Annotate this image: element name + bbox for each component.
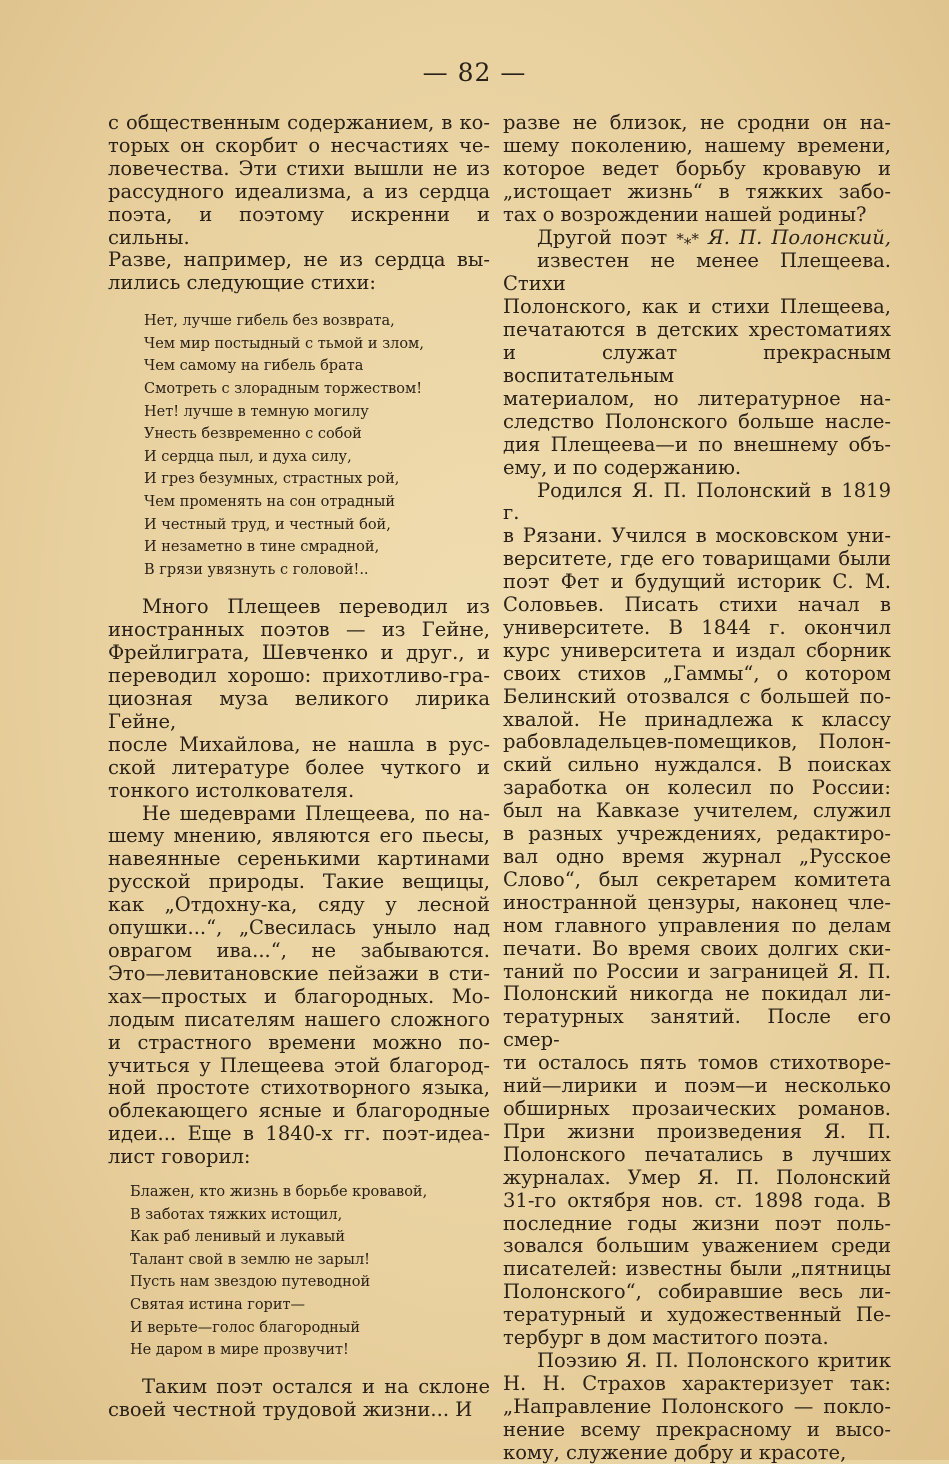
verse-line: Чем мир постыдный с тьмой и злом, [144, 335, 424, 352]
text-line: торых он скорбит о несчастиях че- [108, 133, 490, 157]
text-line: обширных прозаических романов. [503, 1096, 891, 1120]
text-line: ной простоте стихотворного языка, [108, 1076, 490, 1100]
text-line: ний—лирики и поэм—и несколько [503, 1074, 891, 1098]
page-number: — 82 — [422, 58, 527, 87]
text-line: печати. Во время своих долгих ски- [503, 936, 891, 960]
text-line: тонкого истолкователя. [108, 778, 355, 802]
right-column [503, 112, 891, 1464]
text-line: При жизни произведения Я. П. [503, 1119, 891, 1143]
text-line: идеи... Еще в 1840-х гг. поэт-идеа- [108, 1122, 490, 1146]
text-line: и страстного времени можно по- [108, 1030, 490, 1054]
text-line: Таким поэт остался и на склоне [142, 1374, 490, 1398]
text-line: лились следующие стихи: [108, 271, 376, 295]
text-line: после Михайлова, не нашла в рус- [108, 732, 490, 756]
text-line: ном главного управления по делам [503, 913, 891, 937]
text-line: лист говорил: [108, 1145, 251, 1169]
text-line: Родился Я. П. Полонский в 1819 г. [503, 478, 891, 525]
text-line: „Направление Полонского — покло- [503, 1394, 891, 1418]
text-line: таний по России и заграницей Я. П. [503, 959, 891, 983]
text-line: ской литературе более чуткого и [108, 755, 490, 779]
text-line: и служат прекрасным воспитательным [503, 341, 891, 387]
text-line: Фрейлиграта, Шевченко и друг., и [108, 641, 490, 665]
text-line: поэта, и поэтому искренни и сильны. [108, 202, 490, 249]
text-line: разве не близок, не сродни он на- [503, 111, 891, 134]
left-column [108, 112, 490, 1422]
verse-line: И сердца пыл, и духа силу, [144, 448, 352, 465]
text-line: навеянные серенькими картинами [108, 847, 490, 871]
text-line: „истощает жизнь“ в тяжких забо- [503, 179, 891, 203]
verse-line: И честный труд, и честный бой, [144, 516, 391, 533]
paragraph [503, 1350, 891, 1464]
text-line: Полонского, как и стихи Плещеева, [503, 295, 891, 319]
text-line: которое ведет борьбу кровавую и [503, 156, 891, 180]
text-line: Много Плещеев переводил из [142, 595, 490, 619]
paragraph-start: Другой поэт [537, 225, 668, 249]
verse-line: Блажен, кто жизнь в борьбе кровавой, [130, 1184, 428, 1201]
paragraph [503, 480, 891, 1350]
text-line: писателей: известны были „пятницы [503, 1257, 891, 1281]
text-line: Слово“, был секретарем комитета [503, 867, 891, 891]
poem-excerpt [108, 1181, 490, 1362]
text-line: был на Кавказе учителем, служил [503, 799, 891, 823]
paragraph [503, 227, 891, 480]
text-line: циозная муза великого лирика Гейне, [108, 687, 490, 733]
text-line: Н. Н. Страхов характеризует так: [503, 1371, 891, 1395]
text-line: рассудного идеализма, а из сердца [108, 179, 490, 203]
text-line: своей честной трудовой жизни... И [108, 1397, 473, 1421]
text-line: оврагом ива...“, не забываются. [108, 938, 490, 962]
text-line: курс университета и издал сборник [503, 638, 891, 662]
text-line: Разве, например, не из сердца вы- [108, 248, 490, 272]
text-line: с общественным содержанием, в ко- [108, 111, 490, 134]
verse-line: Не даром в мире прозвучит! [130, 1342, 349, 1359]
text-line: Полонского печатались в лучших [503, 1142, 891, 1166]
text-line: хах—простых и благородных. Мо- [108, 984, 490, 1008]
paragraph [108, 1376, 490, 1422]
verse-line: В грязи увязнуть с головой!.. [144, 561, 369, 578]
verse-line: И незаметно в тине смрадной, [144, 539, 380, 556]
text-line: верситете, где его товарищами были [503, 547, 891, 571]
text-line: материалом, но литературное на- [503, 386, 891, 410]
text-line: Полонского“, собиравшие весь ли- [503, 1280, 891, 1304]
verse-line: И верьте—голос благородный [130, 1319, 360, 1336]
author-name: Я. П. Полонский, [708, 225, 892, 249]
verse-line: Пусть нам звездою путеводной [130, 1274, 371, 1291]
text-line: в Рязани. Учился в московском уни- [503, 524, 891, 548]
text-line: вал одно время журнал „Русское [503, 845, 891, 868]
text-line: журналах. Умер Я. П. Полонский [503, 1165, 891, 1189]
text-line: переводил хорошо: прихотливо-гра- [108, 664, 490, 688]
text-line: зовался большим уважением среди [503, 1234, 891, 1258]
text-line: лодым писателям нашего сложного [108, 1007, 490, 1031]
text-line: ловечества. Эти стихи вышли не из [108, 156, 490, 180]
paragraph [108, 803, 490, 1170]
text-line: известен не менее Плещеева. Стихи [503, 249, 891, 296]
text-line: хвалой. Не принадлежа к классу [503, 707, 891, 731]
text-line: как „Отдохну-ка, сяду у лесной [108, 893, 490, 917]
text-line: 31-го октября нов. ст. 1898 года. В [503, 1188, 891, 1212]
verse-line: Нет! лучше в темную могилу [144, 403, 369, 420]
text-line: тербург в дом маститого поэта. [503, 1326, 829, 1350]
text-line: ти осталось пять томов стихотворе- [503, 1051, 891, 1075]
text-line: дия Плещеева—и по внешнему объ- [503, 432, 891, 456]
text-line: университете. В 1844 г. окончил [503, 615, 891, 639]
text-line: русской природы. Такие вещицы, [108, 870, 490, 894]
verse-line: Чем променять на сон отрадный [144, 494, 396, 510]
text-line: иностранных поэтов — из Гейне, [108, 618, 490, 642]
text-line: тературный и художественный Пе- [503, 1303, 891, 1327]
text-line: шему поколению, нашему времени, [503, 133, 891, 157]
poem-excerpt [108, 310, 490, 581]
paragraph [108, 596, 490, 802]
verse-line: Нет, лучше гибель без возврата, [144, 313, 395, 330]
text-line: нение всему прекрасному и высо- [503, 1417, 891, 1441]
text-line: последние годы жизни поэт поль- [503, 1211, 891, 1235]
verse-line: Святая истина горит— [130, 1297, 306, 1313]
text-line: ский сильно нуждался. В поисках [503, 753, 891, 777]
text-line: Соловьев. Писать стихи начал в [503, 593, 891, 617]
verse-line: И грез безумных, страстных рой, [144, 471, 400, 488]
verse-line: Чем самому на гибель брата [144, 358, 364, 375]
text-line: шему мнению, являются его пьесы, [108, 824, 490, 848]
verse-line: В заботах тяжких истощил, [130, 1206, 343, 1223]
text-line: иностранной цензуры, наконец чле- [503, 890, 891, 914]
text-line: опушки...“, „Свесилась уныло над [108, 916, 490, 940]
text-line: Белинский отозвался с большей по- [503, 684, 891, 708]
text-line: Поэзию Я. П. Полонского критик [537, 1348, 891, 1372]
text-line: следство Полонского больше насле- [503, 409, 891, 433]
text-line: рабовладельцев-помещиков, Полон- [503, 730, 891, 754]
verse-line: Талант свой в землю не зарыл! [130, 1251, 371, 1268]
text-line: печатаются в детских хрестоматиях [503, 318, 891, 342]
paragraph [503, 112, 891, 227]
text-line: заработка он колесил по России: [503, 776, 891, 800]
text-line: облекающего ясные и благородные [108, 1099, 490, 1123]
verse-line: Смотреть с злорадным торжеством! [144, 381, 423, 398]
text-line: поэт Фет и будущий историк С. М. [503, 570, 891, 594]
verse-line: Унесть безвременно с собой [144, 426, 362, 443]
text-line: ему, и по содержанию. [503, 455, 742, 479]
asterism: *⁎* [676, 229, 699, 248]
text-line: Не шедеврами Плещеева, по на- [142, 801, 490, 825]
text-line: своих стихов „Гаммы“, о котором [503, 661, 891, 685]
text-line: Полонский никогда не покидал ли- [503, 982, 891, 1006]
verse-line: Как раб ленивый и лукавый [130, 1229, 345, 1246]
text-line: кому, служение добру и красоте, [503, 1440, 847, 1464]
paragraph [108, 112, 490, 295]
text-line: в разных учреждениях, редактиро- [503, 822, 891, 846]
text-line: тературных занятий. После его смер- [503, 1005, 891, 1052]
text-line: Это—левитановские пейзажи в сти- [108, 961, 490, 985]
text-line: тах о возрождении нашей родины? [503, 202, 867, 226]
text-line: учиться у Плещеева этой благород- [108, 1053, 490, 1077]
